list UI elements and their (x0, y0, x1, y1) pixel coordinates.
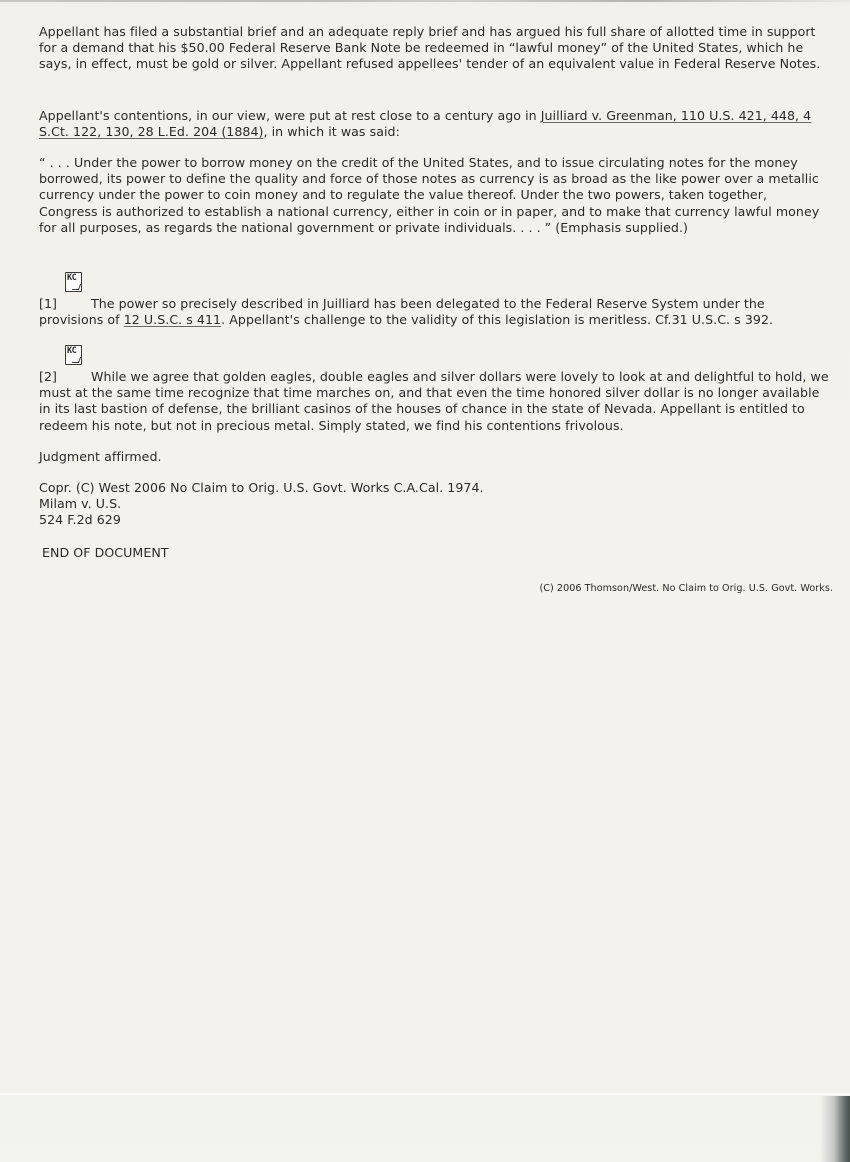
page-top-edge (0, 0, 850, 2)
page-footer-copyright: (C) 2006 Thomson/West. No Claim to Orig. U.S. Govt. Works. (539, 583, 833, 594)
juilliard-citation-link[interactable]: Juilliard v. Greenman, 110 U.S. 421, 448, 4 S.Ct. 122, 130, 28 L.Ed. 204 (1884) (39, 108, 812, 140)
case-name: Milam v. U.S. (39, 496, 122, 512)
end-of-document: END OF DOCUMENT (42, 545, 169, 560)
quoted-passage: “ . . . Under the power to borrow money on the credit of the United States, and to issue circulating notes for the money borrowed, its power to define the quality and force of those notes as currency is as broad as the like power over a metallic currency under the power to coin money and to regulate the value thereof. Under the two powers, taken together, Congress is authorized to establish a national currency, either in coin or in paper, and to make that currency lawful money for all purposes, as regards the national government or private individuals. . . . ” (Emphasis supplied.) (39, 155, 820, 235)
keycite-notepad-icon: KC (65, 345, 82, 365)
paper-fold-line (0, 1093, 850, 1096)
footnote-1-text: The power so precisely described in Juilliard has been delegated to the Federal Reserve System under the provisions of (39, 296, 765, 328)
copyright-line: Copr. (C) West 2006 No Claim to Orig. U.S. Govt. Works C.A.Cal. 1974. (39, 480, 484, 495)
footnote-2 (39, 346, 829, 434)
judgment-line: Judgment affirmed. (39, 449, 162, 464)
footnote-2-marker[interactable]: [2] (39, 369, 57, 384)
paragraph-appellant-brief: Appellant has filed a substantial brief and an adequate reply brief and has argued his full share of allotted time in support for a demand that his $50.00 Federal Reserve Bank Note be redeemed in “lawful money” of the United States, which he says, in effect, must be gold or silver. Appellant refused appellees' tender of an equivalent value in Federal Reserve Notes. (39, 24, 821, 72)
paragraph-contentions (39, 108, 829, 140)
keycite-notepad-icon: KC (65, 272, 82, 292)
footnote-1-text-end: . Appellant's challenge to the validity of this legislation is meritless. Cf.31 U.S.C. s 392. (221, 312, 774, 328)
keycite-button-1[interactable] (63, 273, 85, 308)
reporter-citation: 524 F.2d 629 (39, 512, 121, 528)
footnote-1 (39, 273, 829, 328)
footnote-2-text: While we agree that golden eagles, double eagles and silver dollars were lovely to look at and delightful to hold, we must at the same time recognize that time marches on, and that even the time honored silver dollar is no longer available in its last bastion of defense, the brilliant casinos of the houses of chance in the state of Nevada. Appellant is entitled to redeem his note, but not in precious metal. Simply stated, we find his contentions frivolous. (39, 369, 829, 433)
statute-12-usc-411-link[interactable]: 12 U.S.C. s 411 (123, 312, 222, 328)
contentions-text-end: , in which it was said: (263, 124, 400, 140)
keycite-button-2[interactable] (63, 346, 85, 381)
citation-block (39, 480, 829, 529)
contentions-text: Appellant's contentions, in our view, were put at rest close to a century ago in (39, 108, 541, 123)
footnote-1-marker[interactable]: [1] (39, 296, 57, 311)
scan-edge-shadow (820, 1096, 850, 1162)
